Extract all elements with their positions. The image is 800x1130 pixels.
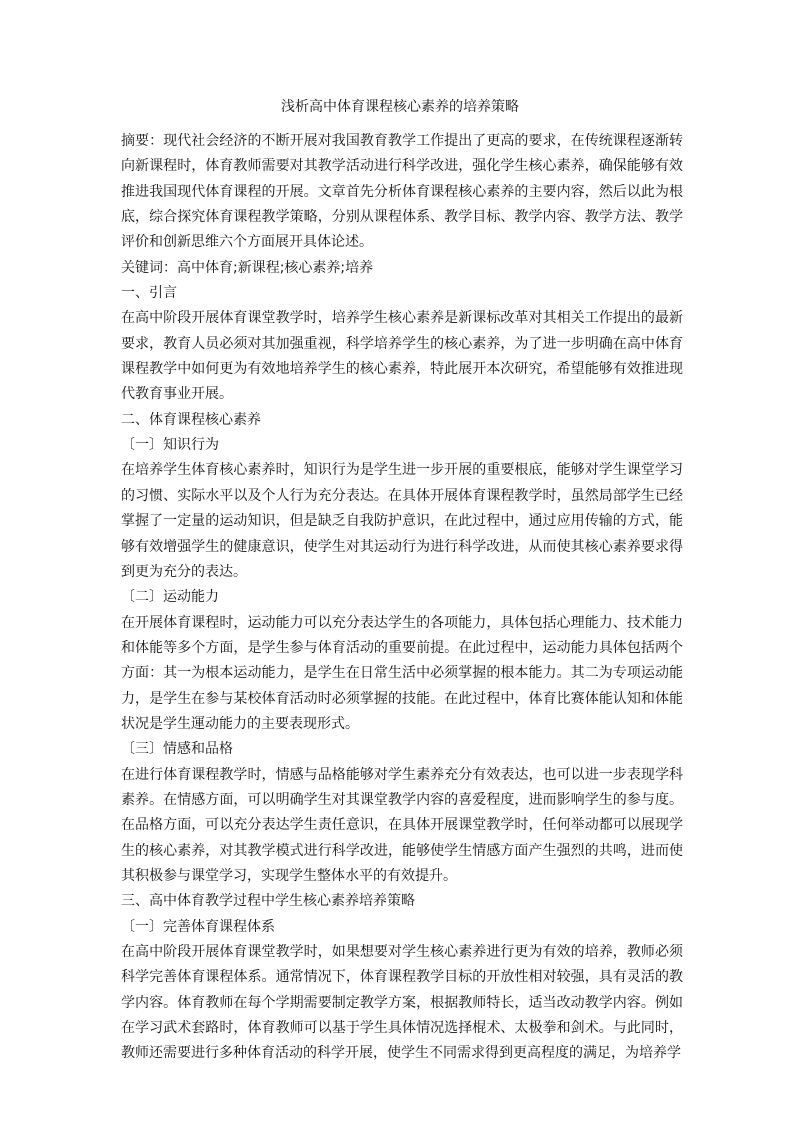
section-heading-strategies: 三、高中体育教学过程中学生核心素养培养策略 xyxy=(121,893,415,910)
emotion-character-paragraph: 在进行体育课程教学时，情感与品格能够对学生素养充分有效表达，也可以进一步表现学科素养。在情感方面，可以明确学生对其课堂教学内容的喜爱程度，进而影响学生的参与度。在品格方面，可以充分表达学生责任意识，在具体开展课堂教学时，任何举动都可以展现学生的核心素养，对其教学模式进行科学改进，能够使学生情感方面产生强烈的共鸣，进而使其积极参与课堂学习，实现学生整体水平的有效提升。 xyxy=(121,766,683,884)
section-heading-introduction: 一、引言 xyxy=(121,285,177,302)
document-body xyxy=(121,129,683,1067)
keywords-line: 关键词：高中体育;新课程;核心素养;培养 xyxy=(121,259,374,276)
subsection-heading-motor-ability: 〔二〕运动能力 xyxy=(121,589,219,606)
abstract-paragraph: 摘要：现代社会经济的不断开展对我国教育教学工作提出了更高的要求，在传统课程逐渐转向新课程时，体育教师需要对其教学活动进行科学改进，强化学生核心素养，确保能够有效推进我国现代体育课程的开展。文章首先分析体育课程核心素养的主要内容，然后以此为根底，综合探究体育课程教学策略，分别从课程体系、教学目标、教学内容、教学方法、教学评价和创新思维六个方面展开具体论述。 xyxy=(121,133,683,251)
subsection-heading-emotion-character: 〔三〕情感和品格 xyxy=(121,741,233,758)
introduction-paragraph: 在高中阶段开展体育课堂教学时，培养学生核心素养是新课标改革对其相关工作提出的最新要求，教育人员必须对其加强重视，科学培养学生的核心素养，为了进一步明确在高中体育课程教学中如何更为有效地培养学生的核心素养，特此展开本次研究，希望能够有效推进现代教育事业开展。 xyxy=(121,310,683,403)
motor-ability-paragraph: 在开展体育课程时，运动能力可以充分表达学生的各项能力，具体包括心理能力、技术能力和体能等多个方面，是学生参与体育活动的重要前提。在此过程中，运动能力具体包括两个方面：其一为根本运动能力，是学生在日常生活中必须掌握的根本能力。其二为专项运动能力，是学生在参与某校体育活动时必须掌握的技能。在此过程中，体育比赛体能认知和体能状况是学生運动能力的主要表现形式。 xyxy=(121,614,683,732)
subsection-heading-curriculum-system: 〔一〕完善体育课程体系 xyxy=(121,918,275,935)
curriculum-system-paragraph: 在高中阶段开展体育课堂教学时，如果想要对学生核心素养进行更为有效的培养，教师必须科学完善体育课程体系。通常情况下，体育课程教学目标的开放性相对较强，具有灵活的教学内容。体育教师在每个学期需要制定教学方案，根据教师特长，适当改动教学内容。例如在学习武术套路时，体育教师可以基于学生具体情况选择棍术、太极拳和剑术。与此同时，教师还需要进行多种体育活动的科学开展，使学生不同需求得到更高程度的满足，为培养学 xyxy=(121,944,683,1062)
section-heading-core-literacy: 二、体育课程核心素养 xyxy=(121,411,261,428)
knowledge-behavior-paragraph: 在培养学生体育核心素养时，知识行为是学生进一步开展的重要根底，能够对学生课堂学习的习惯、实际水平以及个人行为充分表达。在具体开展体育课程教学时，虽然局部学生已经掌握了一定量的运动知识，但是缺乏自我防护意识，在此过程中，通过应用传输的方式，能够有效增强学生的健康意识，使学生对其运动行为进行科学改进，从而使其核心素养要求得到更为充分的表达。 xyxy=(121,462,683,580)
subsection-heading-knowledge-behavior: 〔一〕知识行为 xyxy=(121,437,219,454)
document-title: 浅析高中体育课程核心素养的培养策略 xyxy=(281,99,519,115)
